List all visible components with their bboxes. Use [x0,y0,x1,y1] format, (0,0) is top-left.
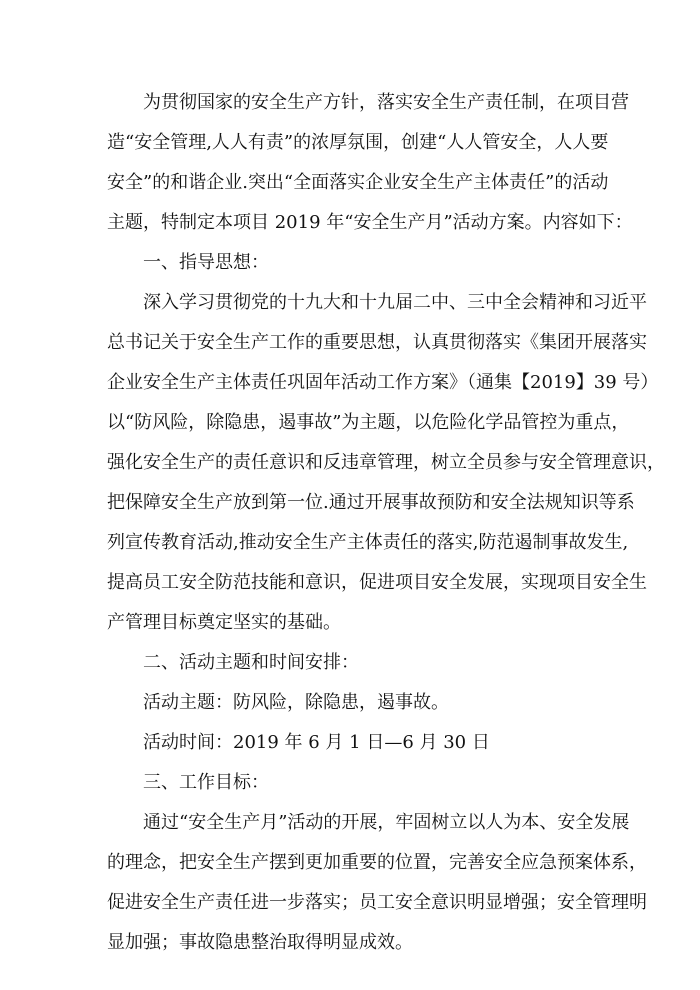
activity-theme: 活动主题：防风险，除隐患，遏事故。 [143,692,449,713]
paragraph-line: 安全”的和谐企业.突出“全面落实企业安全生产主体责任”的活动 [107,172,609,193]
paragraph-line: 列宣传教育活动,推动安全生产主体责任的落实,防范遏制事故发生, [107,532,629,553]
section-heading: 一、指导思想： [143,252,269,273]
paragraph-line: 以“防风险，除隐患，遏事故”为主题，以危险化学品管控为重点， [107,412,630,433]
paragraph-line: 为贯彻国家的安全生产方针，落实安全生产责任制，在项目营 [143,92,629,113]
section-heading: 三、工作目标： [143,772,269,793]
paragraph-line: 主题，特制定本项目 2019 年“安全生产月”活动方案。内容如下： [107,212,633,233]
section-heading: 二、活动主题和时间安排： [143,652,359,673]
paragraph-line: 企业安全生产主体责任巩固年活动工作方案》（通集【2019】39 号） [107,372,659,393]
activity-time: 活动时间：2019 年 6 月 1 日—6 月 30 日 [143,732,490,753]
paragraph-line: 深入学习贯彻党的十九大和十九届二中、三中全会精神和习近平 [143,292,647,313]
paragraph-line: 显加强；事故隐患整治取得明显成效。 [107,932,413,953]
paragraph-line: 把保障安全生产放到第一位.通过开展事故预防和安全法规知识等系 [107,492,635,513]
paragraph-line: 促进安全生产责任进一步落实；员工安全意识明显增强；安全管理明 [107,892,647,913]
paragraph-line: 提高员工安全防范技能和意识，促进项目安全发展，实现项目安全生 [107,572,647,593]
paragraph-line: 产管理目标奠定坚实的基础。 [107,612,341,633]
paragraph-line: 通过“安全生产月”活动的开展，牢固树立以人为本、安全发展 [143,812,630,833]
paragraph-line: 强化安全生产的责任意识和反违章管理，树立全员参与安全管理意识， [107,452,665,473]
paragraph-line: 总书记关于安全生产工作的重要思想，认真贯彻落实《集团开展落实 [107,332,647,353]
paragraph-line: 造“安全管理,人人有责”的浓厚氛围，创建“人人管安全，人人要 [107,132,609,153]
paragraph-line: 的理念，把安全生产摆到更加重要的位置，完善安全应急预案体系， [107,852,647,873]
